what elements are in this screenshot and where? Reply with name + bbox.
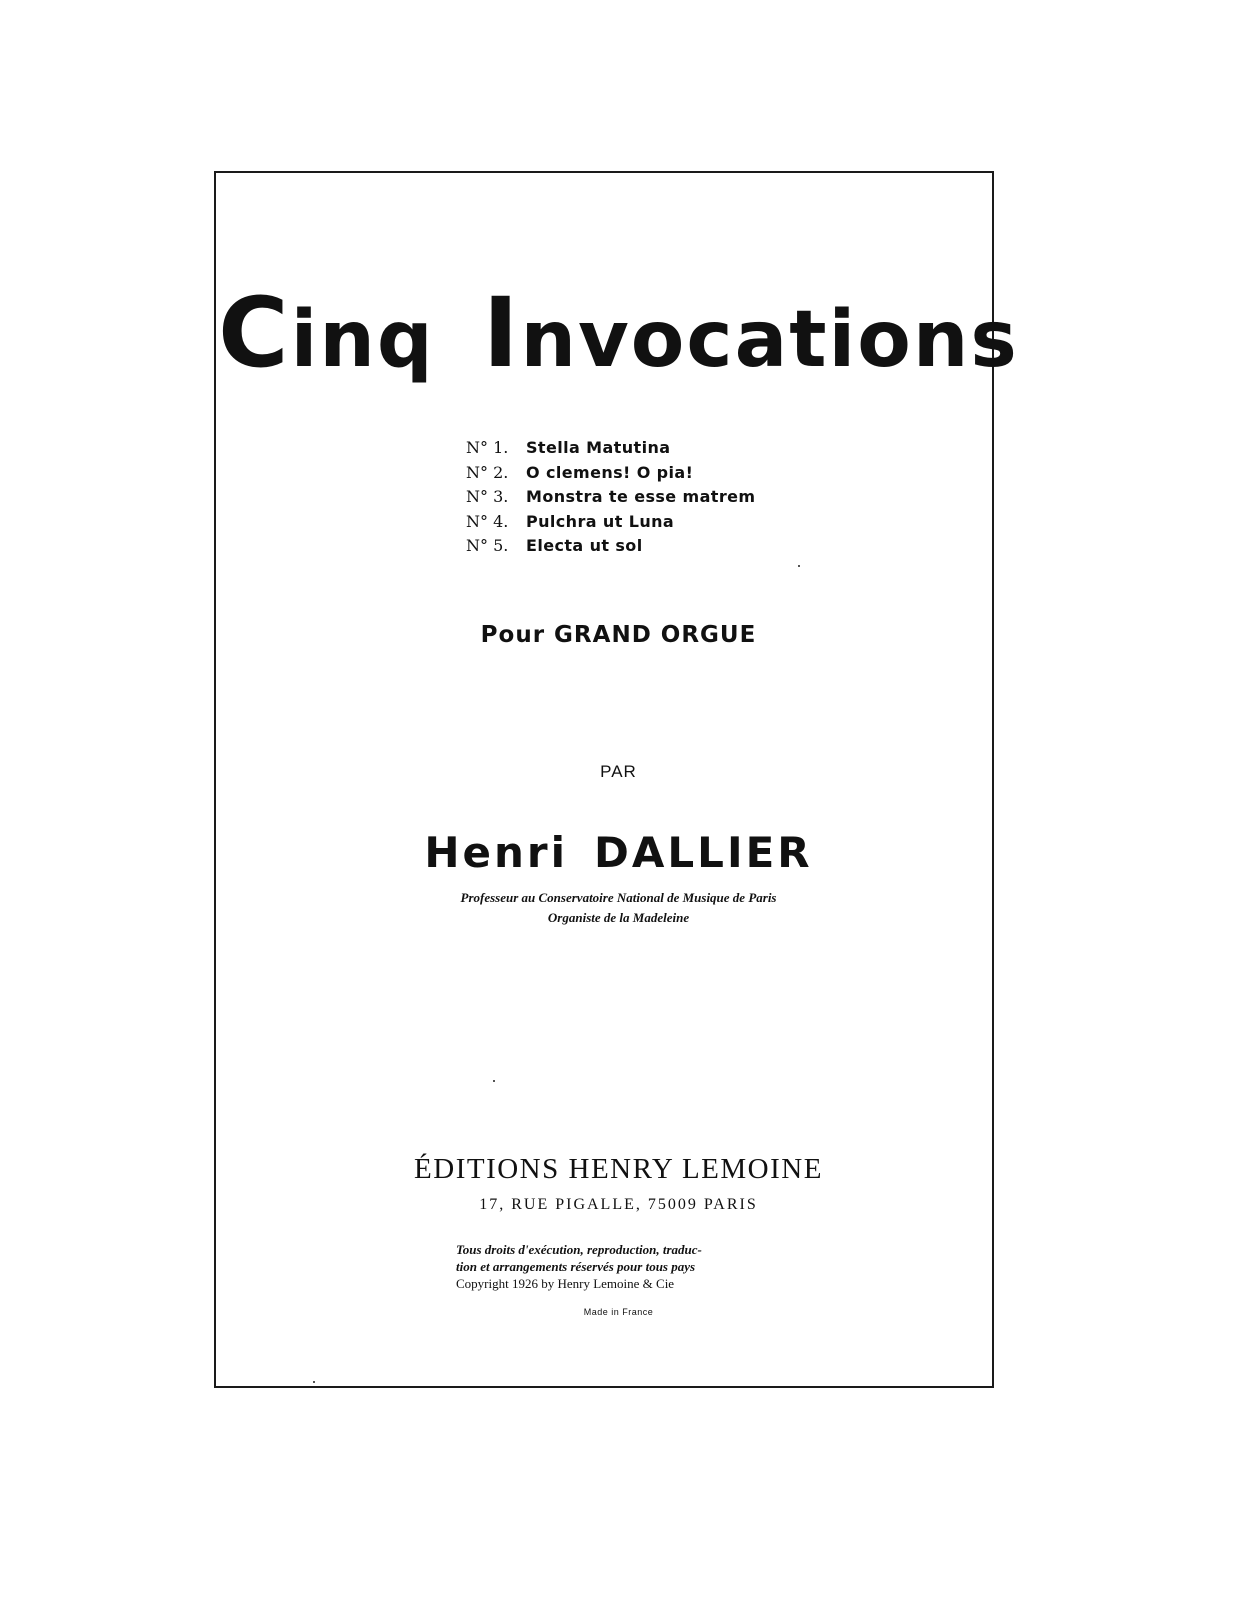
publisher-address: 17, RUE PIGALLE, 75009 PARIS (479, 1196, 758, 1213)
list-item (466, 510, 755, 535)
copyright-line: Copyright 1926 by Henry Lemoine & Cie (456, 1276, 675, 1291)
rights-line-2: tion et arrangements réservés pour tous pays (456, 1259, 696, 1274)
print-speck (493, 1080, 495, 1082)
composer-role-professor: Professeur au Conservatoire National de Musique de Paris (460, 890, 777, 905)
piece-number: N° 5. (466, 536, 509, 555)
piece-number: N° 1. (466, 438, 509, 457)
piece-title: Monstra te esse matrem (526, 487, 756, 506)
print-speck (798, 565, 800, 567)
work-title (0, 277, 1237, 389)
composer-first-name: Henri (424, 828, 569, 877)
composer-role-organist: Organiste de la Madeleine (547, 910, 690, 925)
list-item (466, 485, 755, 510)
title-word-invocations-rest: nvocations (520, 295, 1019, 385)
title-word-cinq-rest: inq (290, 295, 435, 385)
composer-name (0, 828, 1237, 877)
piece-number: N° 2. (466, 462, 509, 482)
piece-number: N° 3. (466, 487, 509, 506)
rights-notice (456, 1241, 702, 1292)
piece-number: N° 4. (466, 511, 509, 531)
title-initial-i: I (482, 277, 521, 389)
list-item (466, 461, 755, 486)
by-label: PAR (600, 762, 637, 781)
instrument-line: Pour GRAND ORGUE (480, 622, 757, 648)
composer-roles (0, 888, 1237, 928)
list-item (466, 436, 755, 461)
made-in-label: Made in France (583, 1307, 654, 1317)
list-item (466, 534, 755, 559)
piece-list (466, 436, 755, 559)
composer-last-name: DALLIER (594, 828, 813, 877)
rights-line-1: Tous droits d'exécution, reproduction, traduc- (456, 1242, 702, 1257)
piece-title: Stella Matutina (526, 438, 671, 457)
piece-title: Pulchra ut Luna (526, 511, 675, 531)
print-speck (313, 1381, 315, 1383)
title-initial-c: C (218, 277, 291, 389)
piece-title: Electa ut sol (526, 536, 643, 555)
piece-title: O clemens! O pia! (526, 462, 694, 482)
publisher-name: ÉDITIONS HENRY LEMOINE (414, 1153, 823, 1185)
